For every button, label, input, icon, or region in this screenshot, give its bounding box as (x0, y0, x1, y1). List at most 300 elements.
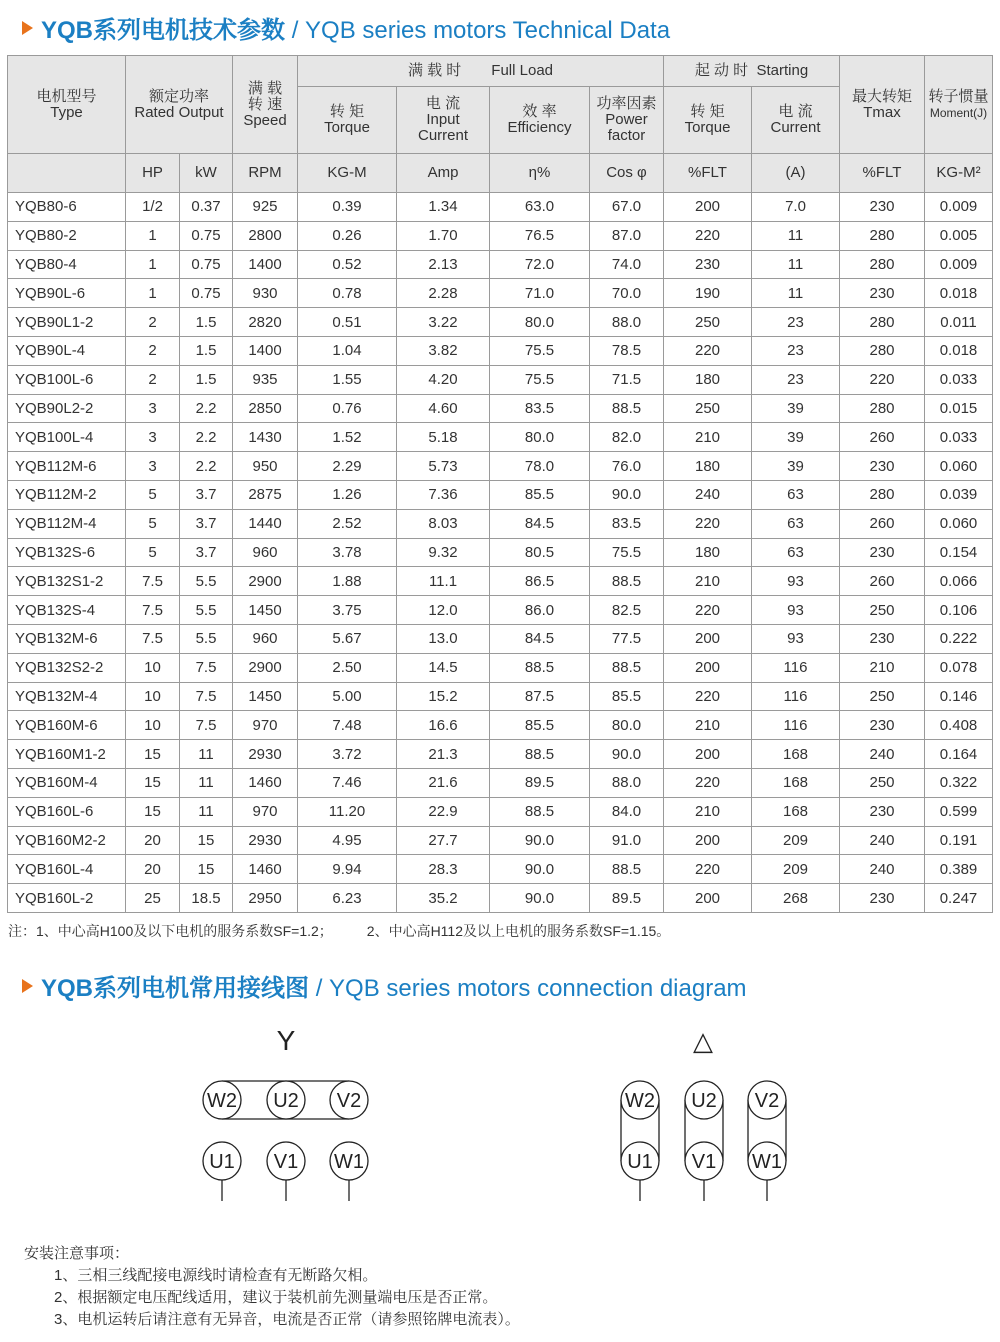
data-cell: 116 (752, 653, 840, 682)
data-cell: 116 (752, 682, 840, 711)
delta-top-terminal-label: U2 (691, 1090, 717, 1112)
motor-type-cell: YQB132S-6 (8, 538, 126, 567)
data-cell: 210 (664, 711, 752, 740)
data-cell: 72.0 (490, 250, 590, 279)
motor-type-cell: YQB160L-2 (8, 884, 126, 913)
header-speed: 满 载 转 速 Speed (233, 56, 298, 154)
data-cell: 0.011 (925, 308, 993, 337)
data-cell: 93 (752, 596, 840, 625)
motor-type-cell: YQB160M-6 (8, 711, 126, 740)
data-cell: 0.106 (925, 596, 993, 625)
star-bottom-terminal-label: V1 (273, 1151, 299, 1173)
data-cell: 3 (126, 423, 180, 452)
data-cell: 11.20 (298, 797, 397, 826)
data-cell: 240 (840, 740, 925, 769)
data-cell: 78.0 (490, 452, 590, 481)
data-cell: 2.2 (180, 452, 233, 481)
data-cell: 5 (126, 480, 180, 509)
data-cell: 20 (126, 855, 180, 884)
data-cell: 4.60 (397, 394, 490, 423)
delta-bottom-terminal-label: U1 (627, 1151, 653, 1173)
data-cell: 15 (180, 855, 233, 884)
data-cell: 0.75 (180, 221, 233, 250)
motor-type-cell: YQB132M-4 (8, 682, 126, 711)
data-cell: 5.5 (180, 624, 233, 653)
data-cell: 83.5 (490, 394, 590, 423)
motor-type-cell: YQB160L-4 (8, 855, 126, 884)
data-cell: 240 (840, 826, 925, 855)
data-cell: 10 (126, 682, 180, 711)
data-cell: 280 (840, 480, 925, 509)
data-cell: 91.0 (590, 826, 664, 855)
data-cell: 240 (840, 855, 925, 884)
data-cell: 2.2 (180, 394, 233, 423)
install-item: 1、三相三线配接电源线时请检查有无断路欠相。 (54, 1267, 378, 1284)
header-starting-torque: 转 矩 Torque (664, 87, 752, 154)
data-cell: 220 (664, 596, 752, 625)
header-type: 电机型号 Type (8, 56, 126, 154)
data-cell: 10 (126, 711, 180, 740)
data-cell: 3.7 (180, 538, 233, 567)
data-cell: 20 (126, 826, 180, 855)
header-torque: 转 矩 Torque (298, 87, 397, 154)
data-cell: 63 (752, 509, 840, 538)
data-cell: 5.73 (397, 452, 490, 481)
data-cell: 116 (752, 711, 840, 740)
install-item: 3、电机运转后请注意有无异音，电流是否正常（请参照铭牌电流表）。 (54, 1311, 520, 1328)
data-cell: 85.5 (490, 480, 590, 509)
data-cell: 7.5 (126, 596, 180, 625)
data-cell: 230 (840, 452, 925, 481)
data-cell: 0.408 (925, 711, 993, 740)
title-en: / YQB series motors Technical Data (291, 17, 671, 44)
data-cell: 230 (840, 711, 925, 740)
data-cell: 80.0 (590, 711, 664, 740)
data-cell: 3.75 (298, 596, 397, 625)
data-cell: 210 (664, 797, 752, 826)
data-cell: 1460 (233, 855, 298, 884)
data-cell: 280 (840, 394, 925, 423)
delta-bottom-terminal-label: V1 (691, 1151, 717, 1173)
data-cell: 209 (752, 855, 840, 884)
data-cell: 35.2 (397, 884, 490, 913)
data-cell: 7.0 (752, 193, 840, 222)
motor-type-cell: YQB132S2-2 (8, 653, 126, 682)
data-cell: 13.0 (397, 624, 490, 653)
data-cell: 15 (180, 826, 233, 855)
data-cell: 93 (752, 624, 840, 653)
data-cell: 22.9 (397, 797, 490, 826)
data-cell: 0.26 (298, 221, 397, 250)
data-cell: 180 (664, 365, 752, 394)
data-cell: 85.5 (590, 682, 664, 711)
data-cell: 7.46 (298, 768, 397, 797)
data-cell: 230 (664, 250, 752, 279)
data-cell: 0.37 (180, 193, 233, 222)
data-cell: 80.0 (490, 423, 590, 452)
data-cell: 2 (126, 336, 180, 365)
motor-type-cell: YQB132M-6 (8, 624, 126, 653)
note-1: 注：1、中心高H100及以下电机的服务系数SF=1.2； (8, 923, 333, 939)
data-cell: 0.066 (925, 567, 993, 596)
data-cell: 39 (752, 423, 840, 452)
data-cell: 0.018 (925, 279, 993, 308)
data-cell: 220 (664, 336, 752, 365)
data-cell: 280 (840, 250, 925, 279)
data-cell: 11 (752, 250, 840, 279)
data-cell: 7.5 (180, 711, 233, 740)
data-cell: 1.5 (180, 365, 233, 394)
data-cell: 0.599 (925, 797, 993, 826)
data-cell: 80.5 (490, 538, 590, 567)
data-cell: 1/2 (126, 193, 180, 222)
data-cell: 0.033 (925, 365, 993, 394)
data-cell: 75.5 (490, 365, 590, 394)
data-cell: 280 (840, 336, 925, 365)
data-cell: 1.5 (180, 308, 233, 337)
data-cell: 250 (840, 682, 925, 711)
data-cell: 1.55 (298, 365, 397, 394)
data-cell: 970 (233, 797, 298, 826)
data-cell: 7.36 (397, 480, 490, 509)
data-cell: 83.5 (590, 509, 664, 538)
data-cell: 220 (664, 682, 752, 711)
data-cell: 89.5 (490, 768, 590, 797)
header-tmax: 最大转矩 Tmax (840, 56, 925, 154)
data-cell: 11 (752, 279, 840, 308)
data-cell: 25 (126, 884, 180, 913)
data-cell: 240 (664, 480, 752, 509)
installation-notes (24, 1243, 520, 1331)
data-cell: 76.0 (590, 452, 664, 481)
data-cell: 67.0 (590, 193, 664, 222)
data-cell: 15 (126, 768, 180, 797)
data-cell: 1450 (233, 596, 298, 625)
data-cell: 11.1 (397, 567, 490, 596)
motor-type-cell: YQB112M-2 (8, 480, 126, 509)
data-cell: 88.5 (490, 653, 590, 682)
data-cell: 1.26 (298, 480, 397, 509)
header-starting-current: 电 流 Current (752, 87, 840, 154)
data-cell: 2900 (233, 567, 298, 596)
data-cell: 168 (752, 797, 840, 826)
data-cell: 2.13 (397, 250, 490, 279)
data-cell: 0.009 (925, 193, 993, 222)
data-cell: 70.0 (590, 279, 664, 308)
data-cell: 970 (233, 711, 298, 740)
header-full-load: 满 载 时 Full Load (298, 56, 664, 87)
data-cell: 90.0 (490, 855, 590, 884)
data-cell: 1.34 (397, 193, 490, 222)
motor-type-cell: YQB90L1-2 (8, 308, 126, 337)
data-cell: 0.75 (180, 279, 233, 308)
data-cell: 23 (752, 308, 840, 337)
motor-type-cell: YQB160M1-2 (8, 740, 126, 769)
unit-header: η% (490, 154, 590, 193)
data-cell: 0.222 (925, 624, 993, 653)
data-cell: 1430 (233, 423, 298, 452)
data-cell: 250 (840, 596, 925, 625)
data-cell: 5.00 (298, 682, 397, 711)
data-cell: 15.2 (397, 682, 490, 711)
data-cell: 220 (664, 855, 752, 884)
data-cell: 88.5 (590, 653, 664, 682)
motor-type-cell: YQB112M-6 (8, 452, 126, 481)
data-cell: 280 (840, 308, 925, 337)
data-cell: 260 (840, 567, 925, 596)
data-cell: 230 (840, 193, 925, 222)
data-cell: 90.0 (490, 884, 590, 913)
data-cell: 200 (664, 740, 752, 769)
data-cell: 77.5 (590, 624, 664, 653)
data-cell: 950 (233, 452, 298, 481)
data-cell: 0.078 (925, 653, 993, 682)
data-cell: 230 (840, 884, 925, 913)
motor-type-cell: YQB160L-6 (8, 797, 126, 826)
data-cell: 230 (840, 797, 925, 826)
data-cell: 230 (840, 624, 925, 653)
motor-type-cell: YQB160M-4 (8, 768, 126, 797)
data-cell: 200 (664, 826, 752, 855)
unit-header: (A) (752, 154, 840, 193)
data-cell: 11 (180, 768, 233, 797)
star-bottom-terminal-label: U1 (209, 1151, 235, 1173)
data-cell: 0.389 (925, 855, 993, 884)
header-rated-output: 额定功率 Rated Output (126, 56, 233, 154)
data-cell: 1.04 (298, 336, 397, 365)
data-cell: 88.5 (590, 394, 664, 423)
data-cell: 2.28 (397, 279, 490, 308)
data-cell: 925 (233, 193, 298, 222)
motor-type-cell: YQB90L-4 (8, 336, 126, 365)
data-cell: 1400 (233, 336, 298, 365)
data-cell: 0.060 (925, 509, 993, 538)
motor-type-cell: YQB100L-4 (8, 423, 126, 452)
data-cell: 78.5 (590, 336, 664, 365)
data-cell: 85.5 (490, 711, 590, 740)
data-cell: 71.5 (590, 365, 664, 394)
unit-header: RPM (233, 154, 298, 193)
data-cell: 23 (752, 336, 840, 365)
data-cell: 88.5 (490, 740, 590, 769)
data-cell: 200 (664, 193, 752, 222)
motor-type-cell: YQB112M-4 (8, 509, 126, 538)
data-cell: 2 (126, 308, 180, 337)
delta-top-terminal-label: V2 (754, 1090, 780, 1112)
data-cell: 1450 (233, 682, 298, 711)
data-cell: 220 (664, 221, 752, 250)
data-cell: 2820 (233, 308, 298, 337)
data-cell: 21.3 (397, 740, 490, 769)
data-cell: 200 (664, 624, 752, 653)
data-cell: 14.5 (397, 653, 490, 682)
data-cell: 88.0 (590, 308, 664, 337)
data-cell: 0.033 (925, 423, 993, 452)
data-cell: 280 (840, 221, 925, 250)
data-cell: 7.5 (126, 567, 180, 596)
data-cell: 210 (840, 653, 925, 682)
data-cell: 1.52 (298, 423, 397, 452)
unit-header: %FLT (840, 154, 925, 193)
data-cell: 0.52 (298, 250, 397, 279)
title-cn: YQB系列电机常用接线图 (41, 975, 310, 1002)
data-cell: 210 (664, 423, 752, 452)
data-cell: 3.7 (180, 509, 233, 538)
data-cell: 88.0 (590, 768, 664, 797)
data-cell: 11 (180, 740, 233, 769)
unit-header: kW (180, 154, 233, 193)
data-cell: 88.5 (490, 797, 590, 826)
star-top-terminal-label: V2 (336, 1090, 362, 1112)
data-cell: 71.0 (490, 279, 590, 308)
data-cell: 2950 (233, 884, 298, 913)
data-cell: 2875 (233, 480, 298, 509)
data-cell: 2930 (233, 826, 298, 855)
data-cell: 1460 (233, 768, 298, 797)
data-cell: 180 (664, 452, 752, 481)
data-cell: 0.009 (925, 250, 993, 279)
data-cell: 11 (752, 221, 840, 250)
motor-type-cell: YQB90L2-2 (8, 394, 126, 423)
data-cell: 4.95 (298, 826, 397, 855)
data-cell: 200 (664, 653, 752, 682)
data-cell: 5.67 (298, 624, 397, 653)
title-cn: YQB系列电机技术参数 (41, 17, 286, 44)
data-cell: 87.5 (490, 682, 590, 711)
data-cell: 260 (840, 509, 925, 538)
data-cell: 63 (752, 480, 840, 509)
data-cell: 1 (126, 221, 180, 250)
header-input-current: 电 流 Input Current (397, 87, 490, 154)
data-cell: 2930 (233, 740, 298, 769)
data-cell: 3.22 (397, 308, 490, 337)
data-cell: 39 (752, 452, 840, 481)
data-cell: 930 (233, 279, 298, 308)
data-cell: 90.0 (590, 740, 664, 769)
data-cell: 230 (840, 279, 925, 308)
data-cell: 84.5 (490, 509, 590, 538)
data-cell: 18.5 (180, 884, 233, 913)
star-top-terminal-label: W2 (207, 1090, 237, 1112)
data-cell: 7.48 (298, 711, 397, 740)
data-cell: 0.164 (925, 740, 993, 769)
data-cell: 15 (126, 797, 180, 826)
star-label: Y (276, 1025, 296, 1056)
title-en: / YQB series motors connection diagram (315, 975, 747, 1002)
data-cell: 10 (126, 653, 180, 682)
data-cell: 5.5 (180, 596, 233, 625)
data-cell: 0.75 (180, 250, 233, 279)
data-cell: 220 (840, 365, 925, 394)
data-cell: 16.6 (397, 711, 490, 740)
data-cell: 3.82 (397, 336, 490, 365)
data-cell: 39 (752, 394, 840, 423)
data-cell: 260 (840, 423, 925, 452)
data-cell: 168 (752, 740, 840, 769)
delta-label: △ (693, 1027, 713, 1057)
motor-type-cell: YQB80-6 (8, 193, 126, 222)
motor-type-cell: YQB80-4 (8, 250, 126, 279)
data-cell: 5 (126, 509, 180, 538)
unit-header: KG-M (298, 154, 397, 193)
data-cell: 5 (126, 538, 180, 567)
motor-type-cell: YQB132S-4 (8, 596, 126, 625)
data-cell: 960 (233, 538, 298, 567)
data-cell: 0.78 (298, 279, 397, 308)
data-cell: 230 (840, 538, 925, 567)
data-cell: 268 (752, 884, 840, 913)
motor-type-cell: YQB90L-6 (8, 279, 126, 308)
unit-header: Cos φ (590, 154, 664, 193)
data-cell: 9.94 (298, 855, 397, 884)
data-cell: 2900 (233, 653, 298, 682)
data-cell: 935 (233, 365, 298, 394)
delta-top-terminal-label: W2 (625, 1090, 655, 1112)
data-cell: 12.0 (397, 596, 490, 625)
data-cell: 84.5 (490, 624, 590, 653)
data-cell: 3 (126, 394, 180, 423)
data-cell: 250 (840, 768, 925, 797)
data-cell: 1 (126, 279, 180, 308)
motor-type-cell: YQB132S1-2 (8, 567, 126, 596)
data-cell: 82.0 (590, 423, 664, 452)
data-cell: 82.5 (590, 596, 664, 625)
install-item: 2、根据额定电压配线适用，建议于装机前先测量端电压是否正常。 (54, 1289, 498, 1306)
data-cell: 0.005 (925, 221, 993, 250)
data-cell: 4.20 (397, 365, 490, 394)
data-cell: 86.5 (490, 567, 590, 596)
data-cell: 3 (126, 452, 180, 481)
header-power-factor: 功率因素 Power factor (590, 87, 664, 154)
data-cell: 2.50 (298, 653, 397, 682)
header-starting: 起 动 时 Starting (664, 56, 840, 87)
data-cell: 63.0 (490, 193, 590, 222)
data-cell: 5.18 (397, 423, 490, 452)
motor-type-cell: YQB100L-6 (8, 365, 126, 394)
delta-bottom-terminal-label: W1 (752, 1151, 782, 1173)
data-cell: 2800 (233, 221, 298, 250)
data-cell: 250 (664, 308, 752, 337)
data-cell: 28.3 (397, 855, 490, 884)
data-cell: 0.015 (925, 394, 993, 423)
data-cell: 9.32 (397, 538, 490, 567)
data-cell: 960 (233, 624, 298, 653)
data-cell: 0.060 (925, 452, 993, 481)
data-cell: 190 (664, 279, 752, 308)
unit-header: HP (126, 154, 180, 193)
data-cell: 2850 (233, 394, 298, 423)
data-cell: 0.39 (298, 193, 397, 222)
data-cell: 88.5 (590, 567, 664, 596)
unit-header: KG-M² (925, 154, 993, 193)
data-cell: 80.0 (490, 308, 590, 337)
data-cell: 0.039 (925, 480, 993, 509)
data-cell: 210 (664, 567, 752, 596)
data-cell: 180 (664, 538, 752, 567)
data-cell: 3.72 (298, 740, 397, 769)
data-cell: 23 (752, 365, 840, 394)
unit-header: %FLT (664, 154, 752, 193)
data-cell: 87.0 (590, 221, 664, 250)
data-cell: 1.88 (298, 567, 397, 596)
data-cell: 2 (126, 365, 180, 394)
data-cell: 2.2 (180, 423, 233, 452)
data-cell: 250 (664, 394, 752, 423)
data-cell: 88.5 (590, 855, 664, 884)
data-cell: 63 (752, 538, 840, 567)
data-cell: 220 (664, 509, 752, 538)
unit-header: Amp (397, 154, 490, 193)
